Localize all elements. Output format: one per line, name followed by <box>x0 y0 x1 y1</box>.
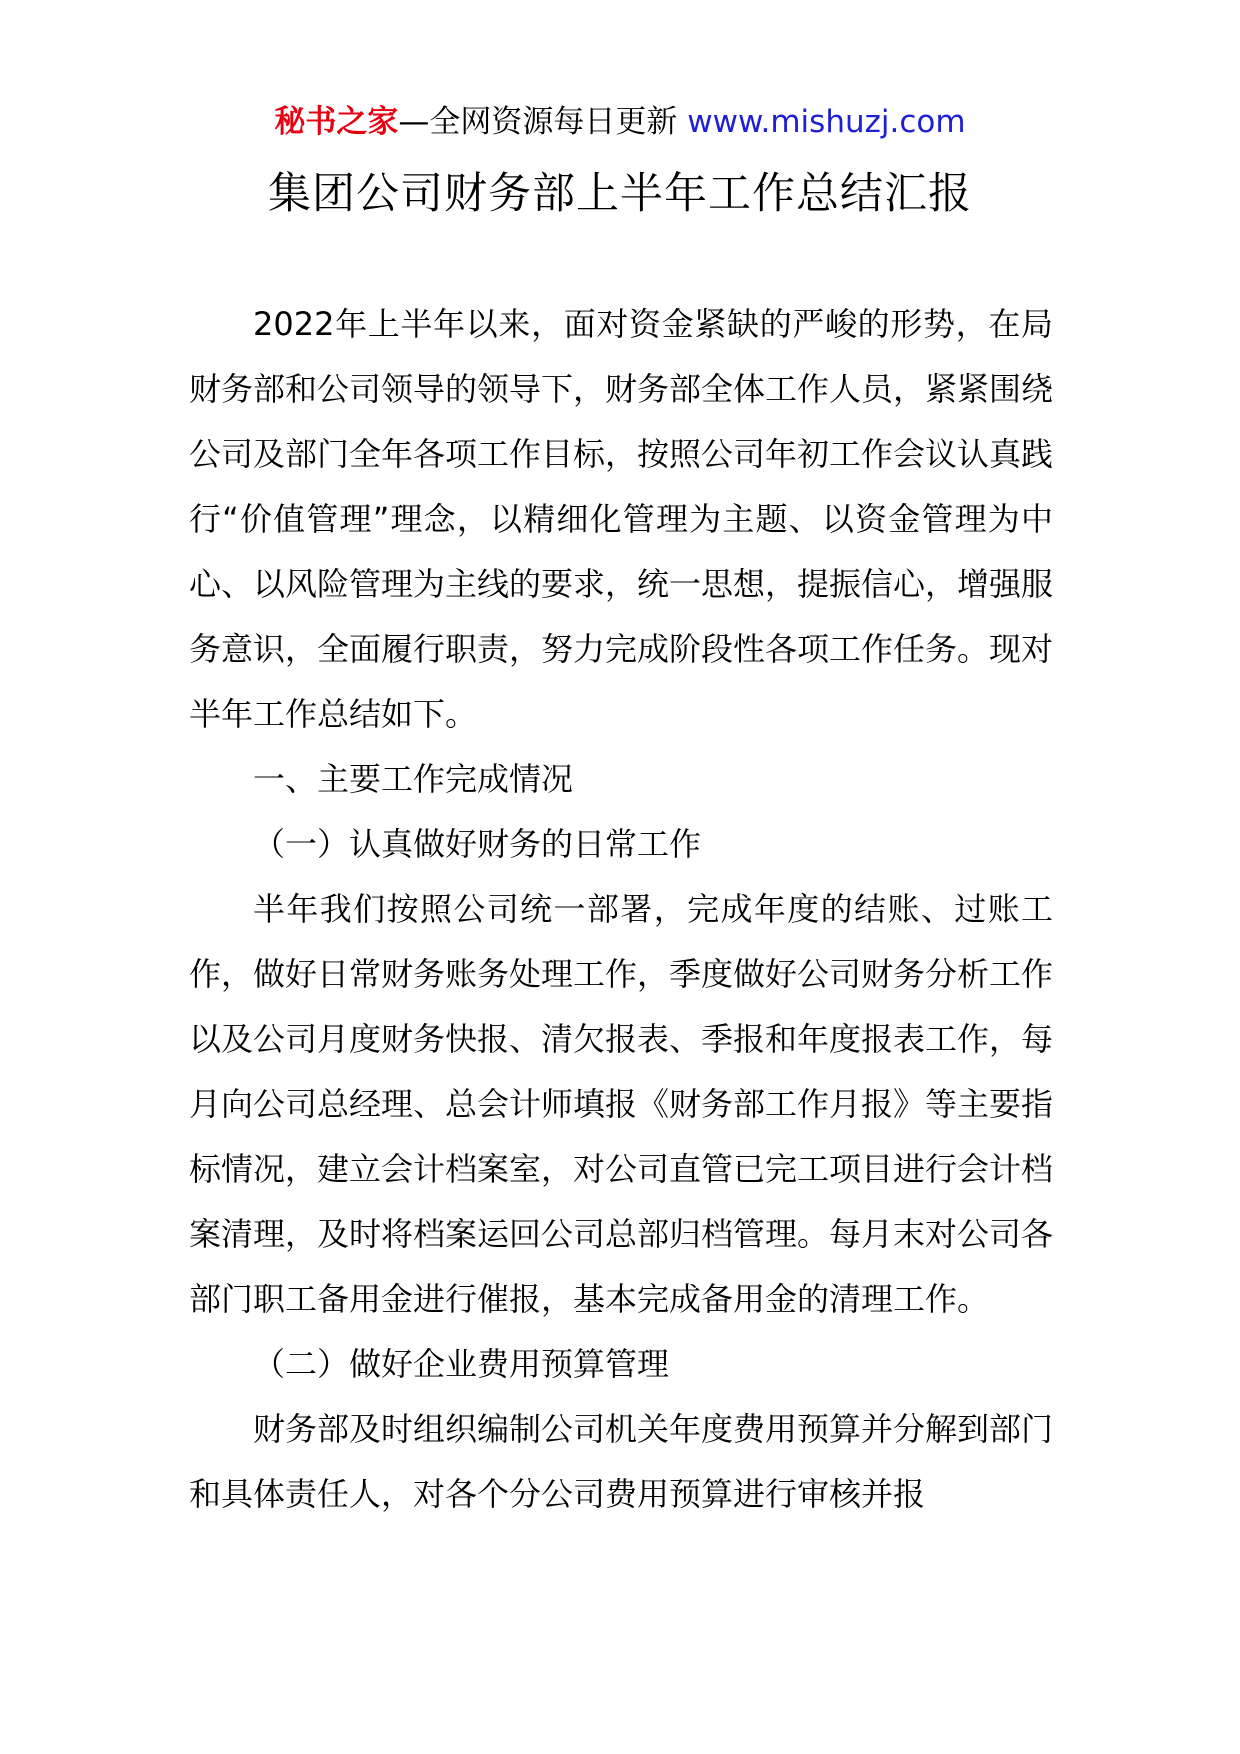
document-title: 集团公司财务部上半年工作总结汇报 <box>268 169 972 219</box>
paragraph-daily-work: 半年我们按照公司统一部署，完成年度的结账、过账工作，做好日常财务账务处理工作，季度做好公司财务分析工作以及公司月度财务快报、清欠报表、季报和年度报表工作，每月向公司总经理、总会计师填报《财务部工作月报》等主要指标情况，建立会计档案室，对公司直管已完工项目进行会计档案清理，及时将档案运回公司总部归档管理。每月末对公司各部门职工备用金进行催报，基本完成备用金的清理工作。 <box>189 890 1054 1318</box>
paragraph-budget: 财务部及时组织编制公司机关年度费用预算并分解到部门和具体责任人，对各个分公司费用预算进行审核并报 <box>189 1410 1054 1513</box>
section-heading: 一、主要工作完成情况 <box>253 760 574 798</box>
site-slogan: —全网资源每日更新 <box>398 104 678 140</box>
paragraph-intro: 2022年上半年以来，面对资金紧缺的严峻的形势，在局财务部和公司领导的领导下，财务部全体工作人员，紧紧围绕公司及部门全年各项工作目标，按照公司年初工作会议认真践行“价值管理”理念，以精细化管理为主题、以资金管理为中心、以风险管理为主线的要求，统一思想，提振信心，增强服务意识，全面履行职责，努力完成阶段性各项工作任务。现对半年工作总结如下。 <box>189 305 1054 733</box>
subsection-heading: （二）做好企业费用预算管理 <box>253 1345 670 1383</box>
site-url-link[interactable]: www.mishuzj.com <box>687 104 966 140</box>
subsection-heading: （一）认真做好财务的日常工作 <box>253 825 702 863</box>
site-header <box>0 102 1240 142</box>
site-brand: 秘书之家 <box>274 104 399 140</box>
document-body <box>189 292 1053 1527</box>
